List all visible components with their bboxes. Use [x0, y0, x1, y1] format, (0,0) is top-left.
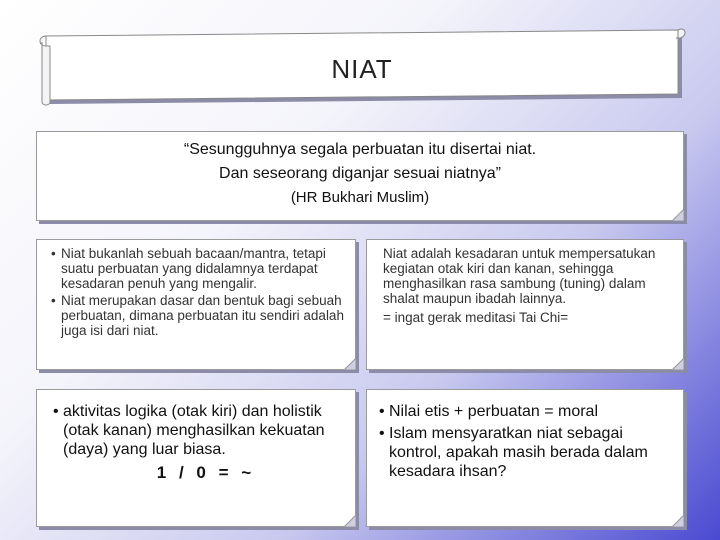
top-left-list	[37, 240, 355, 338]
bottom-left-list	[37, 390, 355, 459]
bottom-right-list	[367, 390, 683, 481]
list-item: • Islam mensyaratkan niat sebagai kontrol, apakah masih berada dalam kesadara ihsan?	[379, 424, 677, 481]
box-top-right	[366, 239, 684, 370]
page-title: NIAT	[331, 54, 393, 84]
page-fold-icon	[672, 209, 684, 221]
page-fold-icon	[344, 358, 356, 370]
list-item: • aktivitas logika (otak kiri) dan holistik (otak kanan) menghasilkan kekuatan (daya) yang luar biasa.	[53, 402, 349, 459]
list-item: • Niat bukanlah sebuah bacaan/mantra, tetapi suatu perbuatan yang didalamnya terdapat kesadaran penuh yang mengalir.	[51, 246, 349, 291]
top-right-text: Niat adalah kesadaran untuk mempersatukan kegiatan otak kiri dan kanan, sehingga menghasilkan rasa sambung (tuning) dalam shalat maupun ibadah lainnya.	[383, 246, 656, 306]
page-fold-icon	[672, 358, 684, 370]
box-bottom-right	[366, 389, 684, 527]
title-scroll	[36, 26, 688, 106]
quote-source: (HR Bukhari Muslim)	[290, 189, 430, 206]
list-item: • Nilai etis + perbuatan = moral	[379, 402, 677, 421]
page-fold-icon	[672, 515, 684, 527]
top-right-equation: = ingat gerak meditasi Tai Chi=	[383, 310, 569, 325]
ratio-formula: 1 / 0 = ~	[156, 463, 256, 482]
page-fold-icon	[344, 515, 356, 527]
box-top-left	[36, 239, 356, 370]
quote-line-2: Dan seseorang diganjar sesuai niatnya”	[219, 165, 501, 182]
list-item: • Niat merupakan dasar dan bentuk bagi sebuah perbuatan, dimana perbuatan itu sendiri adalah juga isi dari niat.	[51, 293, 349, 338]
quote-line-1: “Sesungguhnya segala perbuatan itu disertai niat.	[183, 141, 537, 158]
hadith-quote-box	[36, 131, 684, 221]
box-bottom-left	[36, 389, 356, 527]
